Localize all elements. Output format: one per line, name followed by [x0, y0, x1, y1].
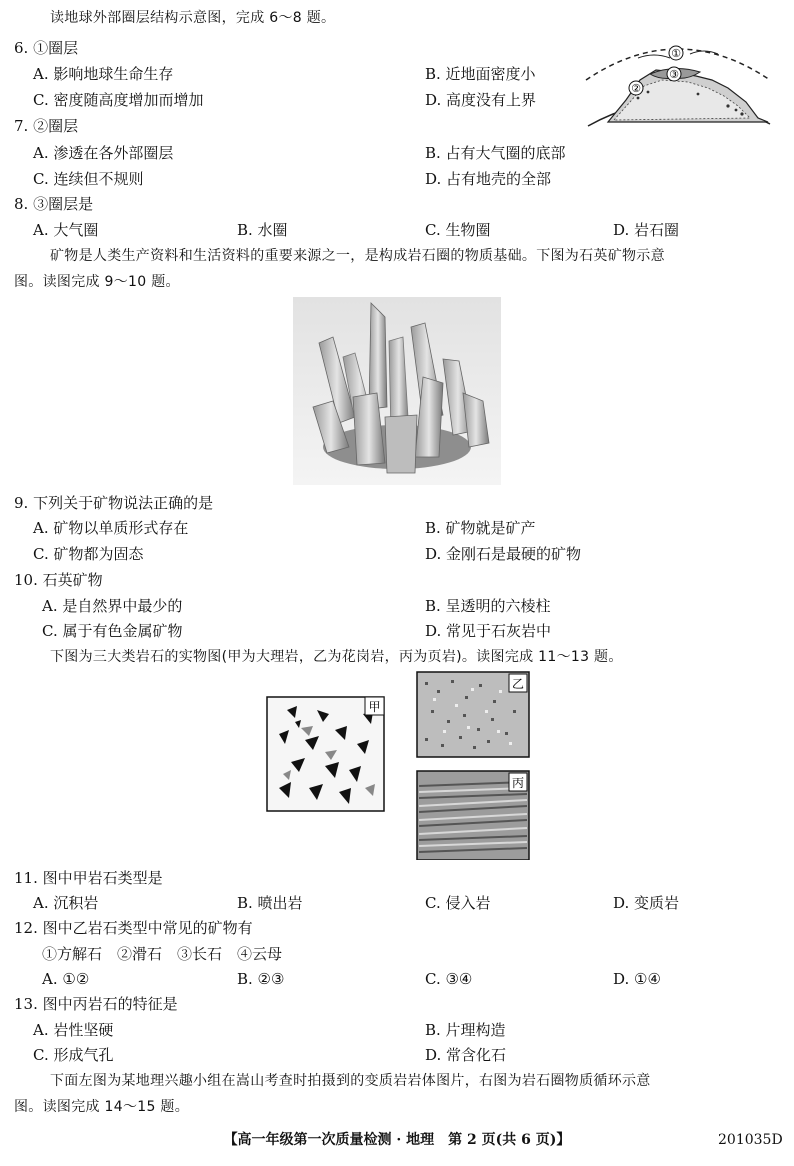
rock-label-jia: 甲 — [368, 700, 381, 714]
sphere-label-2: ② — [631, 82, 641, 95]
q7-option-c: C. 连续但不规则 — [33, 170, 144, 188]
q7-stem: 7. ②圈层 — [14, 117, 79, 135]
q13-stem: 13. 图中丙岩石的特征是 — [14, 995, 178, 1013]
q10-stem: 10. 石英矿物 — [14, 571, 103, 589]
q11-option-c: C. 侵入岩 — [425, 894, 491, 912]
q6-option-a: A. 影响地球生命生存 — [33, 65, 174, 83]
q9-option-a: A. 矿物以单质形式存在 — [33, 519, 189, 537]
sphere-label-1: ① — [671, 47, 681, 60]
exam-code: 201035D — [718, 1132, 783, 1148]
q7-option-b: B. 占有大气圈的底部 — [425, 144, 566, 162]
q8-option-b: B. 水圈 — [237, 221, 288, 239]
q10-option-a: A. 是自然界中最少的 — [42, 597, 183, 615]
q13-option-d: D. 常含化石 — [425, 1046, 507, 1064]
q6-option-c: C. 密度随高度增加而增加 — [33, 91, 204, 109]
q13-option-c: C. 形成气孔 — [33, 1046, 114, 1064]
rock-label-bing: 丙 — [511, 776, 525, 790]
rock-yi-photo — [417, 672, 529, 757]
q10-option-c: C. 属于有色金属矿物 — [42, 622, 183, 640]
q12-items: ①方解石 ②滑石 ③长石 ④云母 — [42, 945, 283, 963]
q9-stem: 9. 下列关于矿物说法正确的是 — [14, 494, 214, 512]
sphere-label-3: ③ — [669, 68, 679, 81]
intro-6-8: 读地球外部圈层结构示意图，完成 6～8 题。 — [50, 10, 336, 26]
q11-stem: 11. 图中甲岩石类型是 — [14, 869, 163, 887]
q8-option-d: D. 岩石圈 — [613, 221, 680, 239]
rock-bing-photo — [417, 771, 529, 860]
intro-14-15-line1: 下面左图为某地理兴趣小组在嵩山考查时拍摄到的变质岩岩体图片，右图为岩石圈物质循环示意 — [50, 1073, 651, 1089]
intro-9-10-line1: 矿物是人类生产资料和生活资料的重要来源之一，是构成岩石圈的物质基础。下图为石英矿物示意 — [50, 248, 665, 264]
q6-option-d: D. 高度没有上界 — [425, 91, 537, 109]
intro-9-10-line2: 图。读图完成 9～10 题。 — [14, 274, 180, 290]
q6-stem: 6. ①圈层 — [14, 39, 79, 57]
q10-option-b: B. 呈透明的六棱柱 — [425, 597, 551, 615]
rock-label-yi: 乙 — [511, 677, 525, 691]
q12-option-c: C. ③④ — [425, 970, 473, 988]
page-footer: 【高一年级第一次质量检测 · 地理 第 2 页(共 6 页)】 — [223, 1132, 571, 1148]
intro-11-13: 下图为三大类岩石的实物图(甲为大理岩，乙为花岗岩，丙为页岩)。读图完成 11～13 题。 — [50, 649, 623, 665]
q11-option-a: A. 沉积岩 — [33, 894, 99, 912]
rock-photos — [265, 670, 530, 860]
q9-option-b: B. 矿物就是矿产 — [425, 519, 536, 537]
q8-option-a: A. 大气圈 — [33, 221, 99, 239]
q8-stem: 8. ③圈层是 — [14, 195, 94, 213]
quartz-crystal-photo — [293, 297, 501, 485]
q8-option-c: C. 生物圈 — [425, 221, 491, 239]
q7-option-d: D. 占有地壳的全部 — [425, 170, 552, 188]
q13-option-a: A. 岩性坚硬 — [33, 1021, 114, 1039]
q11-option-d: D. 变质岩 — [613, 894, 680, 912]
q12-option-b: B. ②③ — [237, 970, 285, 988]
q6-option-b: B. 近地面密度小 — [425, 65, 536, 83]
q9-option-d: D. 金刚石是最硬的矿物 — [425, 545, 582, 563]
q7-option-a: A. 渗透在各外部圈层 — [33, 144, 174, 162]
q13-option-b: B. 片理构造 — [425, 1021, 506, 1039]
q11-option-b: B. 喷出岩 — [237, 894, 303, 912]
q12-stem: 12. 图中乙岩石类型中常见的矿物有 — [14, 919, 253, 937]
earth-spheres-diagram — [578, 36, 778, 130]
q12-option-d: D. ①④ — [613, 970, 661, 988]
rock-jia-photo — [267, 697, 384, 811]
intro-14-15-line2: 图。读图完成 14～15 题。 — [14, 1099, 190, 1115]
q10-option-d: D. 常见于石灰岩中 — [425, 622, 552, 640]
q9-option-c: C. 矿物都为固态 — [33, 545, 144, 563]
q12-option-a: A. ①② — [42, 970, 90, 988]
